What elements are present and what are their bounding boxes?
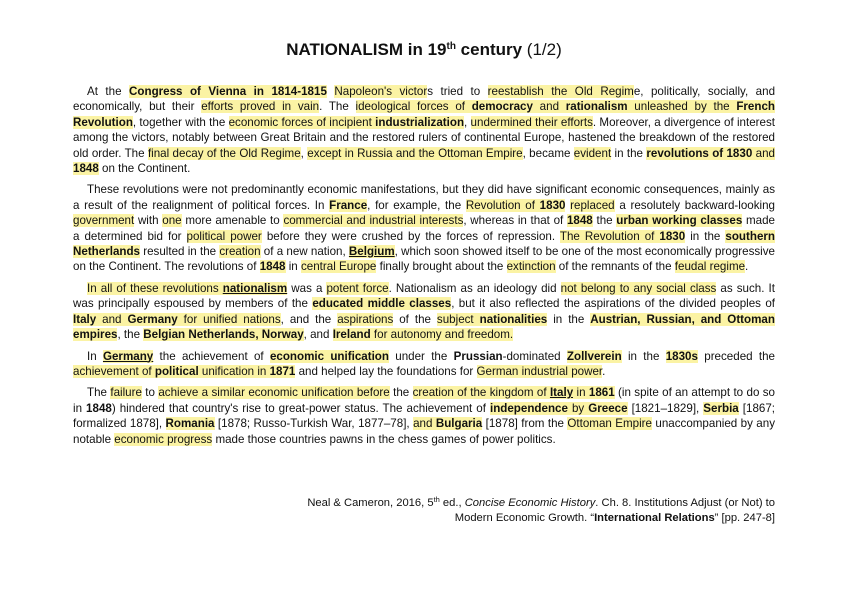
highlighted-text: In all of these revolutions xyxy=(87,281,223,295)
text-run: , became xyxy=(522,146,574,160)
text-run: e, politically, socially, and economically, but their xyxy=(73,85,776,114)
text-run: in the xyxy=(685,229,726,243)
highlighted-text: in xyxy=(573,386,589,400)
highlighted-text: replaced xyxy=(570,198,615,212)
citation-pages: ” [pp. 247-8] xyxy=(714,511,775,524)
text-run: . Nationalism as an ideology did xyxy=(388,281,561,295)
emphasis-text: Austrian, Russian, and Ottoman empires xyxy=(73,312,775,342)
title-tail: century xyxy=(455,40,523,59)
text-run: [1867; formalized 1878], xyxy=(73,401,776,431)
highlighted-text: not belong to any social class xyxy=(560,281,717,295)
emphasis-text: Romania xyxy=(165,417,215,431)
text-run: , and the xyxy=(280,312,338,326)
title-part: (1/2) xyxy=(522,40,562,59)
title-main: NATIONALISM in 19 xyxy=(286,40,447,59)
text-run: (in spite of an attempt to do so in xyxy=(73,386,775,415)
highlighted-text: feudal regime xyxy=(674,260,746,274)
emphasis-text: France xyxy=(329,198,368,212)
text-run: under the xyxy=(388,349,454,363)
emphasis-text: industrialization xyxy=(375,115,465,129)
text-run: , the xyxy=(117,328,144,342)
text-run: with xyxy=(134,214,163,228)
highlighted-text: German industrial power xyxy=(476,364,603,378)
text-run: before they were crushed by the forces of repression. xyxy=(261,229,560,243)
emphasis-text: Italy xyxy=(73,312,97,326)
citation-edition: ed., xyxy=(439,497,465,509)
text-run: preceded the xyxy=(697,349,776,363)
highlighted-text: by xyxy=(567,401,589,415)
emphasis-text: urban working classes xyxy=(616,214,743,228)
highlighted-text: and xyxy=(532,100,566,114)
emphasis-text: 1830 xyxy=(659,229,686,243)
highlighted-text: achieve a similar economic unification before xyxy=(158,386,390,400)
text-run: in the xyxy=(621,349,666,363)
text-run: resulted in the xyxy=(140,245,220,259)
highlighted-text: unification in xyxy=(198,364,270,378)
emphasis-text: Greece xyxy=(588,401,628,415)
text-run: , together with the xyxy=(132,115,229,129)
text-run: to xyxy=(141,386,159,400)
highlighted-text: undermined their efforts xyxy=(470,115,593,129)
title-superscript: th xyxy=(446,41,456,52)
paragraph-4 xyxy=(73,349,775,380)
highlighted-text: potent force xyxy=(326,281,389,295)
text-run: , which soon showed itself to be one of the most economically progressive on the Continent. The revolutions of xyxy=(73,245,775,274)
emphasis-text: Bulgaria xyxy=(435,417,483,431)
highlighted-text: efforts proved in vain xyxy=(201,100,320,114)
citation-superscript: th xyxy=(433,495,440,504)
highlighted-text: ideological forces of xyxy=(355,100,472,114)
text-run: was a xyxy=(287,281,327,295)
highlighted-text: and xyxy=(752,146,775,160)
emphasis-text: 1848 xyxy=(86,401,112,415)
text-run: [1878] from the xyxy=(482,417,568,431)
highlighted-text: and xyxy=(96,312,128,326)
emphasis-text: Belgian Netherlands, Norway xyxy=(143,328,304,342)
citation-book-title: Concise Economic History xyxy=(464,497,596,509)
emphasis-text: Germany xyxy=(127,312,178,326)
emphasis-text: Congress of Vienna in 1814-1815 xyxy=(129,85,327,98)
text-run: the xyxy=(592,214,617,228)
text-run: The xyxy=(87,386,111,400)
text-run: in the xyxy=(611,146,647,160)
emphasis-text: 1848 xyxy=(566,214,593,228)
emphasis-text: rationalism xyxy=(565,100,628,114)
text-run: , xyxy=(464,115,471,129)
body-text xyxy=(73,84,775,453)
emphasis-text: 1830 xyxy=(539,198,566,212)
text-run: as such. It was principally espoused by members of the xyxy=(73,281,775,311)
paragraph-2 xyxy=(73,182,775,274)
highlighted-text: for autonomy and freedom. xyxy=(370,328,514,342)
citation-chapter: . Ch. 8. Institutions Adjust (or Not) to Modern Economic Growth. “ xyxy=(454,497,775,524)
text-run: , whereas in that of xyxy=(463,214,567,228)
text-run: . Moreover, a divergence of interest among the victors, notably between Great Britain and the restored rulers of continental Europe, hastened the breakdown of the restored old order. The xyxy=(73,115,775,160)
highlighted-text: except in Russia and the Ottoman Empire xyxy=(307,146,523,160)
text-run: a resolutely backward-looking xyxy=(614,198,775,212)
emphasis-text: 1848 xyxy=(73,162,99,176)
citation-section: International Relations xyxy=(594,511,715,524)
emphasis-text: 1848 xyxy=(259,260,286,274)
text-run: of a new nation, xyxy=(260,245,349,259)
text-run: , and xyxy=(303,328,333,342)
paragraph-5 xyxy=(73,385,775,447)
emphasis-text: nationalism xyxy=(222,281,288,295)
citation xyxy=(300,493,775,525)
text-run: [1821–1829], xyxy=(627,401,704,415)
highlighted-text: creation xyxy=(219,245,261,259)
highlighted-text: subject xyxy=(436,312,480,326)
emphasis-text: political xyxy=(154,364,199,378)
highlighted-text: government xyxy=(73,214,135,228)
emphasis-text: Prussian xyxy=(453,349,503,363)
highlighted-text: creation of the kingdom of xyxy=(412,386,550,400)
text-run: , for example, the xyxy=(367,198,466,212)
emphasis-text: educated middle classes xyxy=(312,297,452,311)
emphasis-text: southern Netherlands xyxy=(73,229,776,259)
text-run: the achievement of xyxy=(153,349,270,363)
text-run: These revolutions were not predominantly economic manifestations, but they did have significant economic consequences, mainly as a result of the realignment of political forces. In xyxy=(73,183,775,212)
text-run: In xyxy=(87,349,103,363)
highlighted-text: economic forces of incipient xyxy=(228,115,376,129)
emphasis-text: independence xyxy=(489,401,568,415)
emphasis-text: economic unification xyxy=(269,349,389,363)
text-run: At the xyxy=(87,85,130,98)
highlighted-text: one xyxy=(162,214,182,228)
highlighted-text: failure xyxy=(110,386,142,400)
emphasis-text: Zollverein xyxy=(566,349,622,363)
text-run: on the Continent. xyxy=(98,162,191,176)
text-run: . xyxy=(602,364,606,378)
highlighted-text: economic progress xyxy=(114,432,213,446)
text-run: of the xyxy=(393,312,437,326)
highlighted-text: Revolution of xyxy=(465,198,540,212)
emphasis-text: 1871 xyxy=(269,364,296,378)
text-run: , but it also reflected the aspirations of the divided peoples of xyxy=(451,297,776,311)
highlighted-text: final decay of the Old Regime xyxy=(147,146,301,160)
emphasis-text: Serbia xyxy=(703,401,739,415)
text-run: ) hindered that country's rise to great-power status. The achievement of xyxy=(111,401,490,415)
text-run: and helped lay the foundations for xyxy=(295,364,477,378)
highlighted-text: for unified nations xyxy=(177,312,281,326)
text-run: finally brought about the xyxy=(376,260,507,274)
highlighted-text: and xyxy=(413,417,436,431)
text-run: made a determined bid for xyxy=(73,214,775,243)
text-run: , xyxy=(300,146,308,160)
emphasis-text: 1830s xyxy=(665,349,698,363)
highlighted-text: achievement of xyxy=(73,364,155,378)
emphasis-text: revolutions of 1830 xyxy=(646,146,753,160)
highlighted-text: political power xyxy=(186,229,262,243)
text-run: the xyxy=(389,386,413,400)
text-run: of the remnants of the xyxy=(555,260,675,274)
text-run: s tried to xyxy=(427,85,488,98)
emphasis-text: Belgium xyxy=(348,245,395,259)
emphasis-text: Ireland xyxy=(332,328,371,342)
text-run: -dominated xyxy=(502,349,567,363)
highlighted-text: extinction xyxy=(506,260,556,274)
text-run: in the xyxy=(547,312,591,326)
highlighted-text: central Europe xyxy=(300,260,377,274)
highlighted-text: Napoleon's victor xyxy=(334,85,428,98)
highlighted-text: aspirations xyxy=(337,312,394,326)
text-run: made those countries pawns in the chess games of power politics. xyxy=(212,432,556,446)
emphasis-text: Italy xyxy=(549,386,574,400)
page-title xyxy=(0,40,848,60)
text-run: unaccompanied by any notable xyxy=(73,417,775,446)
citation-authors: Neal & Cameron, 2016, 5 xyxy=(307,497,434,509)
text-run: . The xyxy=(319,100,356,114)
highlighted-text: unleashed by the xyxy=(627,100,737,114)
text-run: more amenable to xyxy=(181,214,284,228)
emphasis-text: Germany xyxy=(102,349,154,363)
highlighted-text: reestablish the Old Regim xyxy=(487,85,634,98)
paragraph-3 xyxy=(73,281,775,343)
emphasis-text: nationalities xyxy=(479,312,548,326)
highlighted-text: Ottoman Empire xyxy=(567,417,652,431)
text-run: [1878; Russo-Turkish War, 1877–78], xyxy=(214,417,414,431)
text-run: in xyxy=(285,260,301,274)
paragraph-1 xyxy=(73,84,775,176)
emphasis-text: democracy xyxy=(471,100,533,114)
emphasis-text: 1861 xyxy=(588,386,615,400)
highlighted-text: The Revolution of xyxy=(559,229,660,243)
highlighted-text: evident xyxy=(573,146,612,160)
text-run: . xyxy=(745,260,749,274)
emphasis-text: French Revolution xyxy=(73,100,775,129)
highlighted-text: commercial and industrial interests xyxy=(283,214,464,228)
